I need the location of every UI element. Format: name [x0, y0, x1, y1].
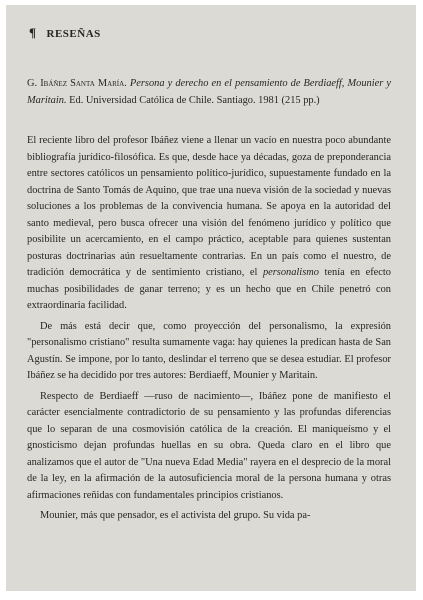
paragraph-1: [27, 133, 391, 315]
paragraph-1-text: El reciente libro del profesor Ibáñez viene a llenar un vacío en nuestra poco abundante bibliografía jurídico-filosófica. Es que, desde hace ya décadas, goza de preponderancia entre sectores católicos un pensamiento político-jurídico, supuestamente fundado en la doctrina de Santo Tomás de Aquino, que trae una nueva visión de la sociedad y nuevas soluciones a los problemas de la convivencia humana. Se apoya en la autoridad del santo medieval, pero busca ofrecer una visión del fenómeno jurídico y político que posibilite un acercamiento, en el campo práctico, aceptable para quienes sustentan posturas doctrinarias aún resueltamente contrarias. En un país como el nuestro, de tradición democrática y de sentimiento cristiano, el: [27, 135, 391, 278]
book-page: [6, 5, 416, 591]
citation-publication: Ed. Universidad Católica de Chile. Santiago. 1981 (215 pp.): [69, 94, 320, 106]
citation-author: G. Ibáñez Santa María.: [27, 78, 127, 89]
citation-title: Persona y derecho en el pensamiento de Berdiaeff, Mounier y Maritain.: [27, 78, 391, 106]
review-body: [27, 133, 391, 525]
paragraph-4: Mounier, más que pensador, es el activista del grupo. Su vida pa-: [40, 510, 311, 521]
paragraph-3: Respecto de Berdiaeff —ruso de nacimiento—, Ibáñez pone de manifiesto el carácter esencialmente contradictorio de su pensamiento y las profundas diferencias que lo separan de una cosmovisión católica de la creación. El maniqueísmo y el gnosticismo dejan profundas huellas en su obra. Queda claro en el libro que analizamos que el autor de "Una nueva Edad Media" rayera en el desprecio de la moral de la ley, en la afirmación de la autosuficiencia moral de la persona humana y otras afirmaciones reñidas con fundamentales principios cristianos.: [27, 390, 391, 501]
running-header: [29, 25, 391, 41]
section-title: RESEÑAS: [46, 28, 101, 40]
paragraph-1-text-end: tenía en efecto muchas posibilidades de ganar terreno; y es un hecho que en Chile penetró con extraordinaria facilidad.: [27, 267, 391, 311]
paragraph-2: De más está decir que, como proyección del personalismo, la expresión "personalismo cristiano" resulta sumamente vaga: hay quienes la predican hasta de San Agustín. Se impone, por lo tanto, deslindar el terreno que se desea estudiar. El profesor Ibáñez se ha decidido por tres autores: Berdiaeff, Mounier y Maritain.: [27, 320, 391, 381]
page-number: ¶: [29, 25, 37, 40]
book-citation: [27, 76, 391, 109]
paragraph-1-emphasis: personalismo: [262, 267, 319, 278]
